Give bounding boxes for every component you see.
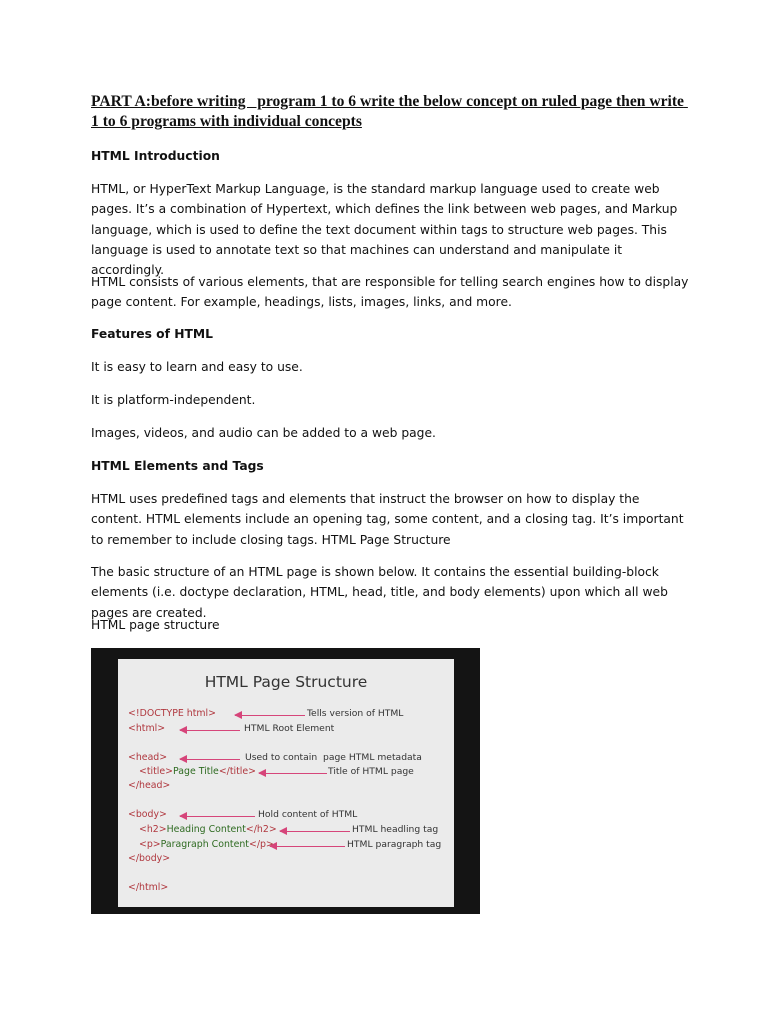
code-title-text: Page Title <box>173 766 219 777</box>
note-p: HTML paragraph tag <box>347 839 442 850</box>
code-p-text: Paragraph Content <box>160 839 249 850</box>
section-heading-elements-tags: HTML Elements and Tags <box>91 459 264 473</box>
code-body-close: </body> <box>128 853 171 864</box>
code-p-open: <p> <box>139 839 161 850</box>
intro-paragraph-2: HTML consists of various elements, that are responsible for telling search engines how to display page content. For example, headings, lists, images, links, and more. <box>91 275 689 310</box>
note-body: Hold content of HTML <box>258 809 358 820</box>
intro-paragraph-1: HTML, or HyperText Markup Language, is the standard markup language used to create web pages. It’s a combination of Hypertext, which defines the link between web pages, and Markup language, which is used to define the text document within tags to structure web pages. This language is used to annotate text so that machines can understand and manipulate it accordingly. <box>91 182 678 278</box>
arrow-html <box>180 730 240 731</box>
structure-caption: HTML page structure <box>91 618 220 632</box>
figure-title: HTML Page Structure <box>204 673 368 691</box>
assignment-title: PART A:before writing program 1 to 6 write the below concept on ruled page then write 1 to 6 programs with individual concepts <box>91 93 688 130</box>
arrow-head <box>180 759 240 760</box>
code-p-close: </p> <box>248 839 274 850</box>
section-heading-html-introduction: HTML Introduction <box>91 149 220 163</box>
figure-panel <box>118 659 454 907</box>
feature-item: It is easy to learn and easy to use. <box>91 360 303 374</box>
code-title-close: </title> <box>218 766 257 777</box>
arrow-p <box>270 846 345 847</box>
note-head: Used to contain page HTML metadata <box>245 752 422 763</box>
code-h2-text: Heading Content <box>166 824 246 835</box>
code-head-open: <head> <box>128 752 168 763</box>
code-h2-line <box>139 824 277 835</box>
html-page-structure-figure <box>91 648 480 914</box>
code-title-open: <title> <box>139 766 174 777</box>
feature-item: Images, videos, and audio can be added to a web page. <box>91 426 436 440</box>
code-body-open: <body> <box>128 809 167 820</box>
arrow-body <box>180 816 255 817</box>
structure-paragraph: The basic structure of an HTML page is shown below. It contains the essential building-block elements (i.e. doctype declaration, HTML, head, title, and body elements) upon which all web pages are created. <box>91 565 668 620</box>
arrow-h2 <box>280 831 350 832</box>
code-p-line <box>139 839 274 850</box>
section-heading-features: Features of HTML <box>91 327 214 341</box>
note-doctype: Tells version of HTML <box>307 708 404 719</box>
note-h2: HTML headling tag <box>352 824 439 835</box>
code-title-line <box>139 766 256 777</box>
code-html-open: <html> <box>128 723 166 734</box>
note-title: Title of HTML page <box>328 766 414 777</box>
code-doctype: <!DOCTYPE html> <box>128 708 216 719</box>
elements-paragraph: HTML uses predefined tags and elements that instruct the browser on how to display the content. HTML elements include an opening tag, some content, and a closing tag. It’s important to remember to include closing tags. HTML Page Structure <box>91 492 684 547</box>
code-head-close: </head> <box>128 780 171 791</box>
code-html-close: </html> <box>128 882 169 893</box>
code-h2-open: <h2> <box>139 824 167 835</box>
arrow-doctype <box>235 715 305 716</box>
code-h2-close: </h2> <box>245 824 277 835</box>
note-html: HTML Root Element <box>244 723 335 734</box>
arrow-title <box>259 773 327 774</box>
feature-item: It is platform-independent. <box>91 393 256 407</box>
